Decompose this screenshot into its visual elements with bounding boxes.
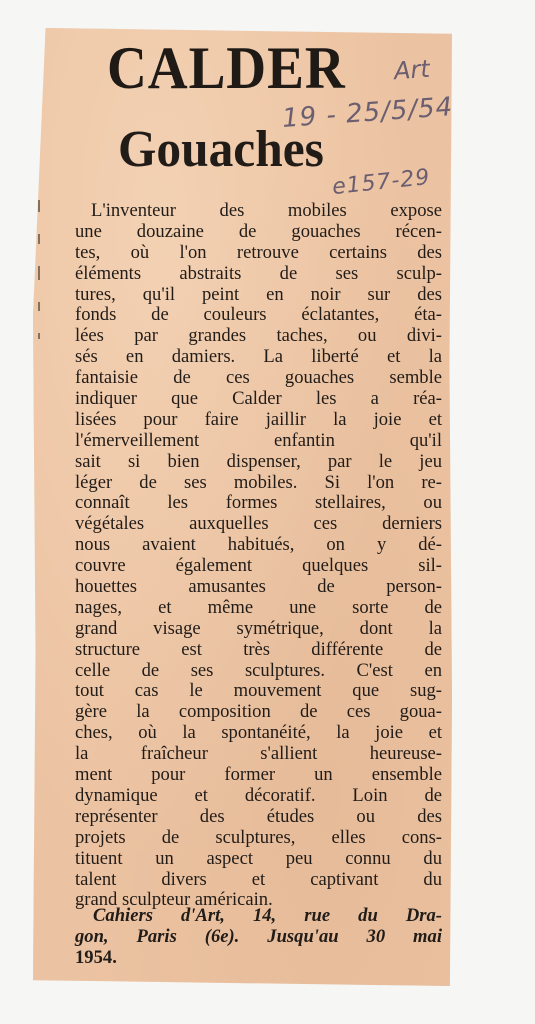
article-line: grand sculpteur américain. [75, 889, 273, 911]
subheadline: Gouaches [118, 121, 324, 178]
article-line: projets de sculptures, elles cons- [75, 826, 442, 848]
handwritten-annotation-ref: e157-29 [330, 164, 432, 201]
article-line: fantaisie de ces gouaches semble [75, 367, 442, 389]
article-source [75, 906, 442, 969]
article-line: tituent un aspect peu connu du [75, 847, 442, 869]
article-line: représenter des études ou des [75, 805, 442, 827]
article-line: tures, qu'il peint en noir sur des [75, 283, 442, 305]
article-line: couvre également quelques sil- [75, 555, 442, 577]
article-line: ment pour former un ensemble [75, 764, 442, 786]
handwritten-annotation-art: Art [393, 54, 431, 86]
article-line: sés en damiers. La liberté et la [75, 346, 442, 368]
source-line: Cahiers d'Art, 14, rue du Dra- [93, 905, 442, 926]
article-line: connaît les formes stellaires, ou [75, 492, 442, 514]
article-line: une douzaine de gouaches récen- [75, 220, 442, 242]
scan-margin-marks [38, 200, 44, 360]
article-line: L'inventeur des mobiles expose [91, 200, 442, 221]
article-line: la fraîcheur s'allient heureuse- [75, 743, 442, 765]
article-line: végétales auxquelles ces derniers [75, 513, 442, 535]
article-line: structure est très différente de [75, 638, 442, 660]
source-line: 1954. [75, 946, 117, 968]
article-line: nages, et même une sorte de [75, 596, 442, 618]
article-line: lisées pour faire jaillir la joie et [75, 408, 442, 430]
handwritten-annotation-dates: 19 - 25/5/54 [281, 92, 455, 134]
article-line: sait si bien dispenser, par le jeu [75, 450, 442, 472]
article-line: tes, où l'on retrouve certains des [75, 241, 442, 263]
article-line: ches, où la spontanéité, la joie et [75, 722, 442, 744]
article-line: lées par grandes taches, ou divi- [75, 325, 442, 347]
article-line: fonds de couleurs éclatantes, éta- [75, 304, 442, 326]
article-line: houettes amusantes de person- [75, 576, 442, 598]
article-line: indiquer que Calder les a réa- [75, 388, 442, 410]
article-line: talent divers et captivant du [75, 868, 442, 890]
article-line: gère la composition de ces goua- [75, 701, 442, 723]
article-line: celle de ses sculptures. C'est en [75, 659, 442, 681]
article-body [75, 201, 442, 911]
article-line: dynamique et décoratif. Loin de [75, 784, 442, 806]
headline: CALDER [107, 35, 346, 101]
article-line: grand visage symétrique, dont la [75, 617, 442, 639]
article-line: léger de ses mobiles. Si l'on re- [75, 471, 442, 493]
article-line: l'émerveillement enfantin qu'il [75, 429, 442, 451]
article-line: nous avaient habitués, on y dé- [75, 534, 442, 556]
article-line: tout cas le mouvement que sug- [75, 680, 442, 702]
article-line: éléments abstraits de ses sculp- [75, 262, 442, 284]
source-line: gon, Paris (6e). Jusqu'au 30 mai [75, 925, 442, 947]
